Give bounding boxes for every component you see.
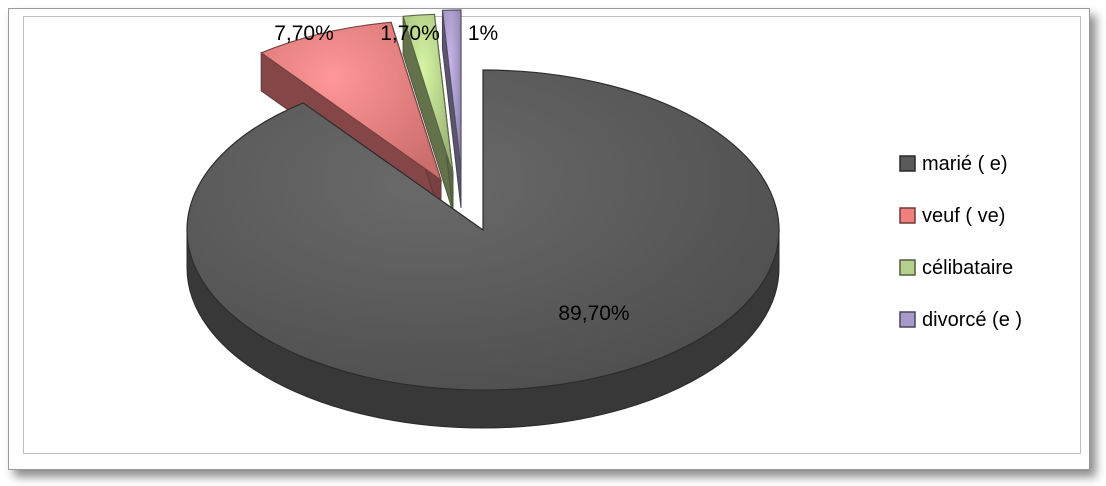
data-label-2: 1,70% — [380, 22, 440, 45]
data-label-3: 1% — [467, 22, 499, 45]
legend-swatch-0 — [900, 156, 915, 171]
legend-label-2: célibataire — [922, 257, 1014, 279]
legend — [900, 153, 1022, 331]
data-label-1: 7,70% — [274, 22, 334, 45]
legend-swatch-1 — [900, 208, 915, 223]
pie-slice-0 — [187, 70, 779, 390]
data-label-0: 89,70% — [558, 302, 630, 325]
legend-label-0: marié ( e) — [922, 153, 1008, 175]
legend-label-3: divorcé (e ) — [922, 309, 1023, 331]
legend-label-1: veuf ( ve) — [922, 205, 1006, 227]
legend-swatch-2 — [900, 260, 915, 275]
legend-swatch-3 — [900, 312, 915, 327]
